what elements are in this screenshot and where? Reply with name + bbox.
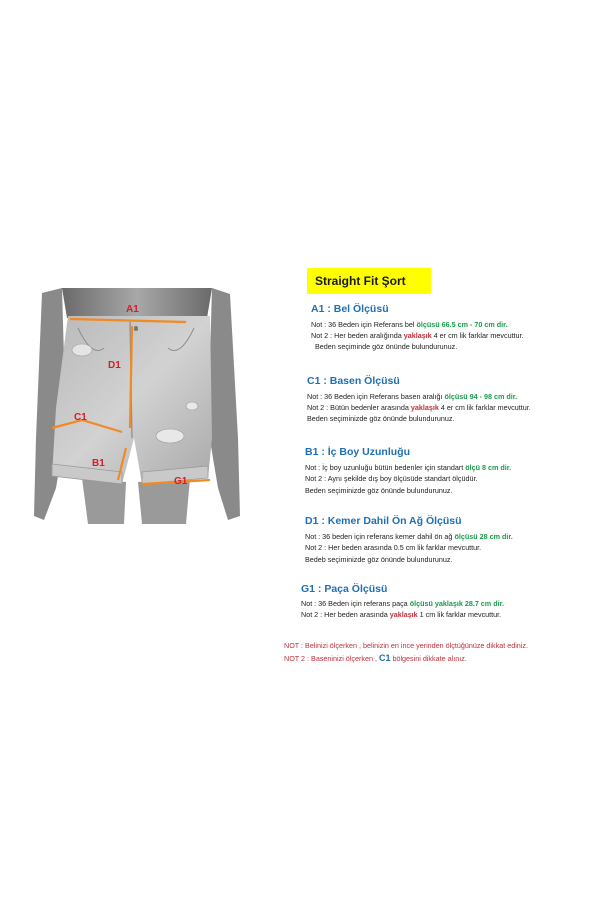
a1-line-1: Not : 36 Beden için Referans bel ölçüsü 66.5 cm - 70 cm dir. <box>311 320 508 329</box>
c1-heading: C1 : Basen Ölçüsü <box>307 375 400 387</box>
b1-line-2: Not 2 : Aynı şekilde dış boy ölçüsüde standart ölçüdür. <box>305 474 478 483</box>
g1-line-1: Not : 36 Beden için referans paça ölçüsü yaklaşık 28.7 cm dir. <box>301 599 504 608</box>
label-c1: C1 <box>74 412 87 423</box>
note-2: NOT 2 : Baseninizi ölçerken , C1 bölgesini dikkate alınız. <box>284 653 467 663</box>
page-title: Straight Fit Şort <box>315 274 406 288</box>
label-g1: G1 <box>174 476 188 487</box>
button-shape <box>134 326 138 331</box>
a1-line-3: Beden seçiminde göz önünde bulundurunuz. <box>315 342 458 351</box>
b1-line-3: Beden seçiminizde göz önünde bulundurunuz. <box>305 486 453 495</box>
b1-heading: B1 : İç Boy Uzunluğu <box>305 446 410 458</box>
a1-line-2: Not 2 : Her beden aralığında yaklaşık 4 er cm lik farklar mevcuttur. <box>311 331 524 340</box>
d1-line-1: Not : 36 beden için referans kemer dahil ön ağ ölçüsü 28 cm dir. <box>305 532 513 541</box>
b1-line-1: Not : İç boy uzunluğu bütün bedenler için standart ölçü 8 cm dir. <box>305 463 512 472</box>
label-a1: A1 <box>126 304 139 315</box>
right-arm-shape <box>208 288 240 520</box>
d1-heading: D1 : Kemer Dahil Ön Ağ Ölçüsü <box>305 515 462 527</box>
label-d1: D1 <box>108 360 121 371</box>
c1-line-3: Beden seçiminizde göz önünde bulundurunuz. <box>307 414 455 423</box>
d1-line-2: Not 2 : Her beden arasında 0.5 cm lik farklar mevcuttur. <box>305 543 482 552</box>
g1-line-2: Not 2 : Her beden arasında yaklaşık 1 cm lik farklar mevcuttur. <box>301 610 502 619</box>
left-leg-shape <box>82 478 126 524</box>
label-b1: B1 <box>92 458 105 469</box>
c1-line-2: Not 2 : Bütün bedenler arasında yaklaşık 4 er cm lik farklar mevcuttur. <box>307 403 531 412</box>
a1-heading: A1 : Bel Ölçüsü <box>311 303 389 315</box>
shorts-measurement-figure <box>22 288 250 524</box>
g1-heading: G1 : Paça Ölçüsü <box>301 583 388 595</box>
note-1: NOT : Belinizi ölçerken , belinizin en ince yerinden ölçtüğünüze dikkat ediniz. <box>284 641 528 650</box>
c1-line-1: Not : 36 Beden için Referans basen aralığı ölçüsü 94 - 98 cm dir. <box>307 392 518 401</box>
d1-line-3: Bedeb seçiminizde göz önünde bulundurunuz. <box>305 555 453 564</box>
title-banner <box>307 268 431 294</box>
